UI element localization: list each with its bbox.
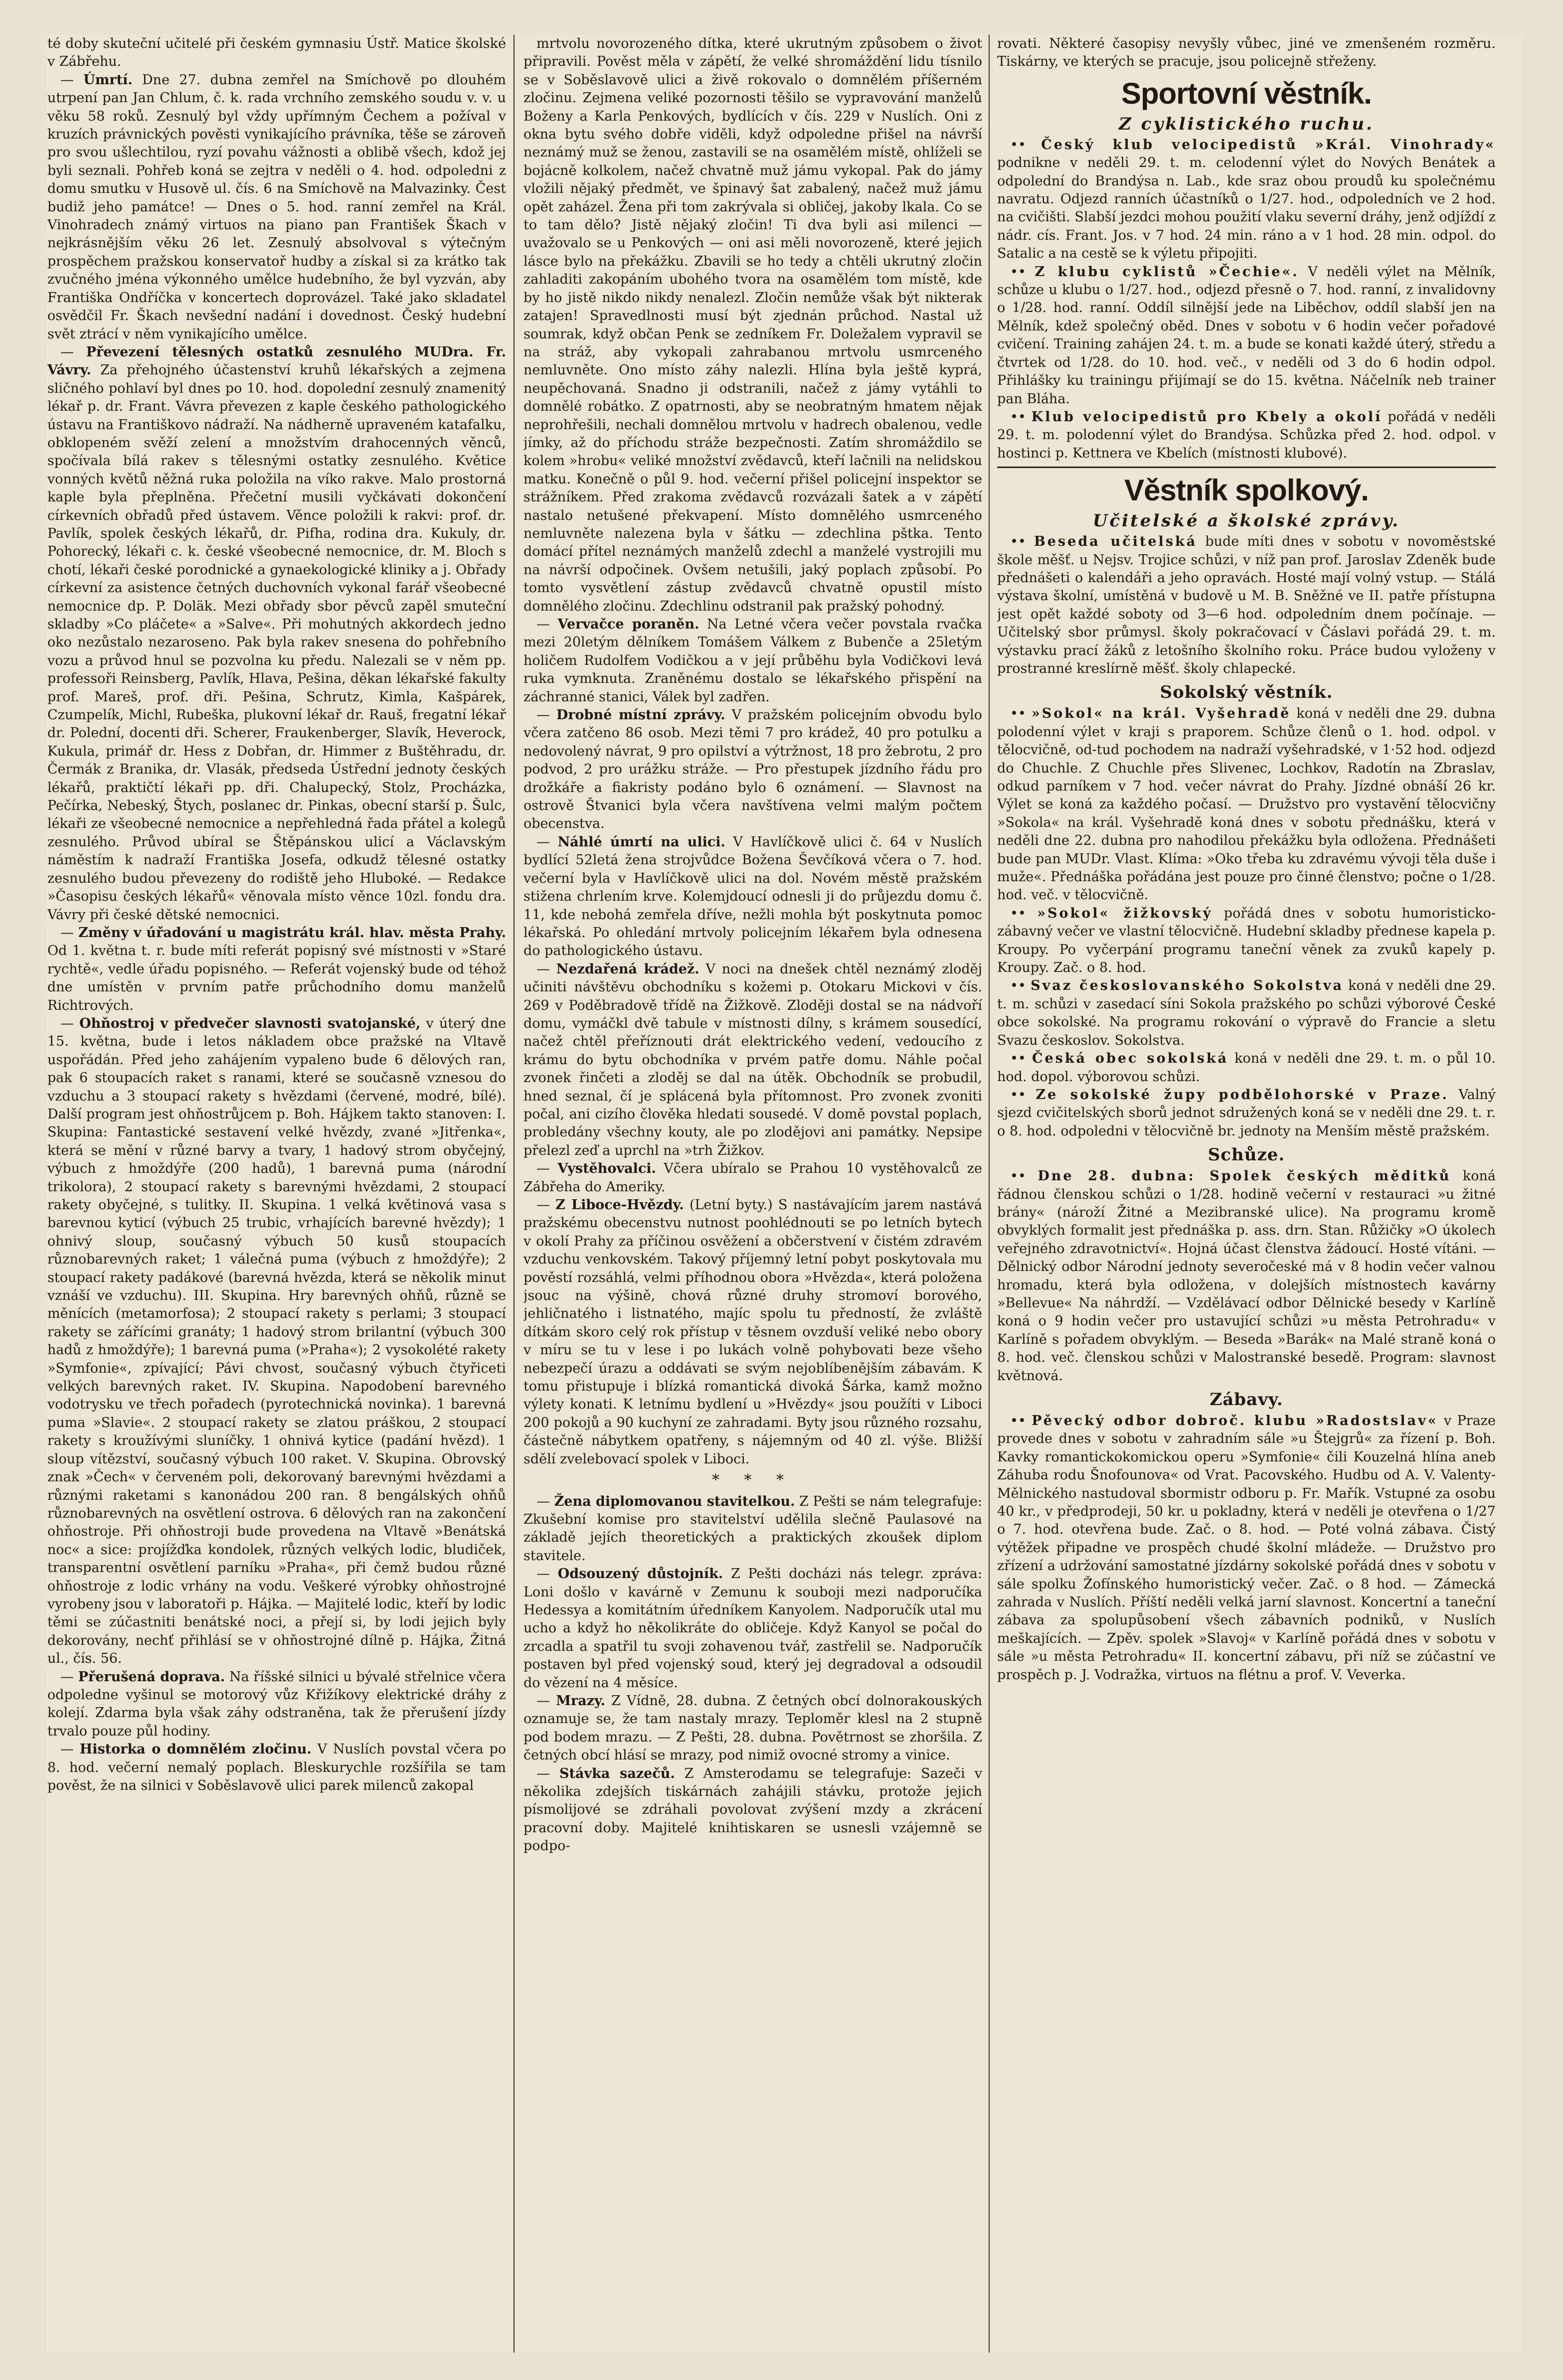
dash-marker: —: [60, 1742, 80, 1757]
section-heading: Sokolský věstník.: [1160, 682, 1333, 703]
notice-title: Česká obec sokolská: [1032, 1051, 1228, 1067]
article-headline: Vervačce poraněn.: [557, 617, 699, 632]
article-paragraph: [997, 136, 1496, 263]
article-paragraph: [523, 1565, 982, 1692]
article-paragraph: [523, 1160, 982, 1196]
bullet-marker: ••: [1010, 534, 1034, 550]
article-body: V noci na dnešek chtěl neznámý zloděj učiniti návštěvu obchodníku s kožemi p. Otokaru Mickovi v čís. 269 v Poděbradově třídě na Žižkově. Zloději dostal se na nádvoří domu, vymáčkl dvě tabule v místnosti dílny, s krámem sousedící, načež chtěl přeříznouti drát elektrického vedení, vedoucího z krámu do bytu obchodníka v prvém patře domu. Náhle počal zvonek řinčeti a zloděj se dal na útěk. Obchodník se probudil, hned seznal, čí je splácená byla přítomnost. Pro zvonek zvoniti počal, ani cizího člověka hledati sousedé. V domě povstal poplach, probledány všechny kouty, ale po zlodějovi ani památky. Nepsipe přelezl zeď a uprchl na »trh Žižkov.: [523, 961, 982, 1158]
article-paragraph: [997, 533, 1496, 678]
article-body: mrtvolu novorozeného dítka, které ukrutným způsobem o život připravili. Pověst měla v zápětí, že velké shromáždění lidu tísnilo se v Soběslavově ulici a živě rokovalo o domnělém příšerném zločinu. Zejmena veliké pozornosti těšilo se vypravování manželů Boženy a Karla Penkových, bydlících v čís. 229 v Nuslích. Oni z okna bytu svého dobře viděli, když odpoledne přišel na návrší neznámý muž se ženou, zastavili se na osamělém místě, ohlíželi se bojácně kolkolem, načež chvatně muž jámu vykopal. Pak do jámy vložili nějaký předmět, ve špinavý šat zabalený, načež muž jámu opět zaházel. Žena při tom zakrývala si obličej, jakoby lkala. Co se to tam dělo? Jistě nějaký zločin! Ti dva byli asi milenci — uvažovalo se u Penkových — oni asi měli novorozeně, které jejich lásce bylo na překážku. Zbavili se ho tedy a chtěli ukrutný zločin zahladiti zakopáním ubohého tvora na osamělém tom místě, kde by ho jistě nikdo nikdy nenalezl. Zločin nemůže však být nikterak zatajen! Spravedlnosti musí být zjednán průchod. Nastal už soumrak, když občan Penk se zedníkem Fr. Doležalem vypravil se na stráž, aby vykopali zahrabanou mrtvolu usmrceného nemluvněte. Ono místo záhy nalezli. Hlína byla ještě kyprá, neupěchovaná. Snadno ji odstranili, načež z jámy vytáhli to domnělé robátko. Z opatrnosti, aby se neobratným hmatem nějak neprohřešili, nechali domnělou mrtvolu v hadrech obalenou, vedle jímky, až do příchodu stráže bezpečnosti. Zatím shromáždilo se kolem »hrobu« veliké množství zvědavců, kteří lačnili na nelidskou matku. Konečně o půl 9. hod. večerní přišel policejní inspektor se strážníkem. Před zrakoma zvědavců rozvázali šatek a v zápětí nastalo netušené překvapení. Místo domnělého usmrceného nemluvněte nalezena byla v šátku — zdechlina pštka. Tento domácí přítel neznámých manželů zdechl a manželé vystrojili mu na návrší odpočinek. Ovšem netušili, jaký poplach způsobí. Po tomto vysvětlení zástup zvědavců chvatně opustil místo domnělého zločinu. Zdechlinu odstranil pak pražský pohodný.: [523, 36, 982, 614]
column-3: [997, 35, 1496, 2353]
article-paragraph: [997, 1412, 1496, 1684]
article-paragraph: [997, 35, 1496, 71]
article-headline: Přerušená doprava.: [78, 1669, 225, 1685]
bullet-marker: ••: [1010, 1168, 1038, 1184]
article-paragraph: [997, 408, 1496, 463]
article-paragraph: [523, 616, 982, 706]
article-body: Za přehojného účastenství kruhů lékařských a zejmena sličného pohlaví byl dnes po 10. hod. dopolední zesnulý znamenitý lékař p. dr. Frant. Vávra převezen z kaple českého pathologického ústavu na Františkovo nádraží. Na nádherně upraveném katafalku, obklopeném svěží zelení a množstvím drahocenných věnců, spočívala bílá rakev s tělesnými ostatky zesnulého. Květice vonných květů něžná ruka položila na víko rakve. Malo prostorná kaple byla přeplněna. Přečetní musili vyčkávati dokončení církevních obřadů před ústavem. Věnce položili k rakvi: prof. dr. Pavlík, spolek českých lékařů, dr. Pifha, rodina dra. Kukuly, dr. Pohorecký, lékaři c. k. české všeobecné nemocnice, dr. M. Bloch s chotí, lékaři české porodnické a gynaekologické kliniky a j. Obřady církevní za asistence četných duchovních vykonal farář všeobecné nemocnice dp. P. Doläk. Mezi obřady sbor pěvců zapěl smuteční skladby »Co pláčete« a »Salve«. Při mohutných akkordech jedno oko nezůstalo nezaroseno. Pak byla rakev snesena do pohřebního vozu a průvod hnul se pozvolna ku předu. Nalezali se v něm pp. professoři Reinsberg, Pavlík, Hlava, Pešina, děkan lékařské fakulty prof. Mareš, prof. dři. Pešina, Schrutz, Kimla, Kašpárek, Czumpelík, Michl, Rubeška, plukovní lékař dr. Rauš, fregatní lékař dr. Polední, docenti dři. Scherer, Fraukenberger, Slavík, Heverock, Kukula, primář dr. Hess z Dobřan, dr. Himmer z Buštěhradu, dr. Čermák z Branika, dr. Vlasák, předseda Ústřední jednoty českých lékařů, praktičtí lékaři pp. dři. Chalupecký, Stolz, Procházka, Pečírka, Nebeský, Štych, poslanec dr. Pinkas, obecní starší p. Šulc, lékaři ze všeobecné nemocnice a nepřehledná řada přátel a kolegů zesnulého. Průvod ubíral se Štěpánskou ulicí a Václavským náměstím k nadraží Františka Josefa, odkudž tělesné ostatky zesnulého budou převezeny do rodiště jeho Hluboké. — Redakce »Časopisu českých lékařů« věnovala místo věnce 10zl. fondu dra. Vávry při české dětské nemocnici.: [47, 362, 506, 923]
article-paragraph: [47, 71, 506, 343]
notice-title: Svaz českoslovanského Sokolstva: [1031, 978, 1344, 994]
article-paragraph: [523, 35, 982, 616]
article-body: Z Pešti docházi nás telegr. zpráva: Loni došlo v kavárně v Zemunu k souboji mezi nadporučíka Hedessya a komitátním úředníkem Kanyolem. Nadporučík utal mu ucho a když ho několikráte do obličeje. Když Kanyol se počal do zrcadla a spatřil tu svoji zohavenou tvář, zastřelil se. Nadporučík postaven byl před vojenský soud, který jej degradoval a odsoudil do vězení na 4 měsíce.: [523, 1566, 982, 1691]
article-headline: Mrazy.: [556, 1693, 606, 1709]
dash-marker: —: [60, 925, 79, 941]
dash-marker: —: [536, 1197, 556, 1213]
article-body: Dne 27. dubna zemřel na Smíchově po dlouhém utrpení pan Jan Chlum, č. k. rada vrchního zemského soudu v. v. u věku 58 roků. Zesnulý byl vždy upřímným Čechem a požíval v kruzích právnických pověsti vynikajícího právníka, těše se zároveň pro svou ušlechtilou, ryzí povahu vážnosti a oblibě všech, kdož jej byli seznali. Pohřeb koná se zejtra v neděli o 4. hod. odpoledni z domu smutku v Husově ul. čís. 6 na Smíchově na Malvazinky. Čest budiž jeho památce! — Dnes o 5. hod. ranní zemřel na Král. Vinohradech známý virtuos na piano pan František Škach v nejkrásnějším věku 26 let. Zesnulý absolvoval s výtečným prospěchem pražskou konservatoř hudby a získal si za krátko tak zvučného jména výkonného umělce hudebního, že byl vyzván, aby Františka Ondříčka v koncertech doprovázel. Také jako skladatel osvědčil Fr. Škach nevšední nadání i dovednost. Český hudební svět ztrácí v něm vynikajícího umělce.: [47, 72, 506, 342]
article-body: Od 1. května t. r. bude míti referát popisný své místnosti v »Staré rychtě«, vedle úřadu popisného. — Referát vojenský bude od téhož dne umístěn v prvním patře průchodního domu manželů Richtrových.: [47, 943, 506, 1013]
notice-title: Beseda učitelská: [1034, 534, 1198, 550]
article-paragraph: [47, 924, 506, 1015]
notice-title: Český klub velocipedistů »Král. Vinohrady«: [1041, 137, 1496, 153]
article-headline: Drobné místní zprávy.: [556, 707, 725, 723]
article-headline: Úmrtí.: [83, 72, 133, 88]
article-body: koná v neděli dne 29. t. m. schůzi v zasedací síni Sokola pražského po schůzi výborové České obce sokolské. Na programu rokování o výpravě do Francie a sletu Svazu českoslov. Sokolstva.: [997, 978, 1496, 1048]
article-paragraph: [523, 1692, 982, 1765]
article-body: koná řádnou členskou schůzi o 1/28. hodině večerní v restauraci »u žitné brány« (nároží Žitné a Mezibranské ulice). Na programu kromě obvyklých formalit jest přednáška p. ass. drn. Stan. Růžičky »O úkolech veřejného zdravotnictví«. Hojná účast členstva žádoucí. Hosté vítáni. — Dělnický odbor Národní jednoty severočeské má v 8 hodin večer valnou hromadu, která byla odložena, v dolejších místnostech kavárny »Bellevue« Na náhrdží. — Vzdělávací odbor Dělnické besedy v Karlíně koná o 9 hodin večer pro ustavující schůzi »u města Petrohradu« v Karlíně s pořadem obvyklým. — Beseda »Barák« na Malé straně koná o 8. hod. več. členskou schůzi v Malostranské besedě. Program: slavnost květnová.: [997, 1168, 1496, 1384]
dash-marker: —: [536, 707, 556, 723]
article-headline: Vystěhovalci.: [557, 1161, 656, 1177]
article-headline: Žena diplomovanou stavitelkou.: [554, 1493, 795, 1509]
article-paragraph: [997, 1167, 1496, 1385]
article-body: V Nuslích povstal včera po 8. hod. večerní nemalý poplach. Bleskurychle rozšířila se tam pověst, že na silnici v Soběslavově ulici parek milenců zakopal: [47, 1742, 506, 1793]
dash-marker: —: [536, 1161, 558, 1177]
article-headline: Náhlé úmrtí na ulici.: [557, 834, 725, 850]
notice-title: Dne 28. dubna: Spolek českých měditků: [1038, 1168, 1451, 1184]
article-body: Z Amsterodamu se telegrafuje: Sazeči v několika zdejších tiskárnách zahájili stávku, protože jejich písmolijové se zdráhali povolovat zvýšení mzdy a zkrácení pracovní doby. Majitelé knihtiskaren se usnesli vzájemně se podpo-: [523, 1765, 982, 1854]
article-paragraph: [997, 1050, 1496, 1086]
section-separator: * * *: [711, 1471, 794, 1489]
article-headline: Z Liboce-Hvězdy.: [555, 1197, 684, 1213]
article-headline: Nezdařená krádež.: [556, 961, 699, 977]
article-paragraph: [523, 1765, 982, 1856]
article-body: V Havlíčkově ulici č. 64 v Nuslích bydlící 52letá žena strojvůdce Božena Ševčíková včera o 7. hod. večerní byla v Havlíčkově ulici na dol. Novém městě pražském stižena chrlením krve. Kolemjdoucí odnesli ji do průjezdu domu č. 11, kde nebohá zemřela dříve, nežli mohla být poskytnuta pomoc lékařská. Po ohledání mrtvoly policejním lékařem byla odnesena do pathologického ústavu.: [523, 834, 982, 959]
article-headline: Historka o domnělém zločinu.: [79, 1742, 312, 1757]
article-headline: Ohňostroj v předvečer slavnosti svatojanské,: [79, 1015, 421, 1031]
dash-marker: —: [536, 961, 556, 977]
section-heading: Schůze.: [1208, 1145, 1285, 1165]
bullet-marker: ••: [1010, 905, 1038, 921]
newspaper-page: [47, 35, 1523, 2353]
dash-marker: —: [536, 1493, 554, 1509]
article-body: koná v neděli dne 29. t. m. o půl 10. hod. dopol. výborovou schůzi.: [997, 1051, 1496, 1085]
article-body: koná v neděli dne 29. dubna polodenní výlet v kraji s praporem. Schůze členů o 1. hod. odpol. v tělocvičně, od-tud pochodem na nadraží vyšehradské, v 1·52 hod. odjezd do Chuchle. Z Chuchle přes Slivenec, Lochkov, Radotín na Zbraslav, odkud parníkem v 7 hod. večer návrat do Prahy. Jízdné obnáší 26 kr. Výlet se koná za každého počasí. — Družstvo pro vystavění tělocvičny »Sokola« na král. Vyšehradě koná dnes v sobotu přednášku, která v neděli dne 22. dubna pro nahodilou překážku byla odložena. Přednášeti bude pan MUDr. Vlast. Klíma: »Oko třeba ku zdravému vývoji těla duše i muže«. Přednáška pořádána jest pouze pro činné členstvo; počne o 1/28. hod. več. v tělocvičně.: [997, 706, 1496, 903]
article-body: v Praze provede dnes v sobotu v zahradním sále »u Štejgrů« za řízení p. Boh. Kavky romantickokomickou operu »Symfonie« čili Kouzelná hlína aneb Záhuba rodu Šnofounova« od Vrat. Pacovského. Hudbu od A. V. Valenty-Mělnického nastudoval sbormistr odboru p. Fr. Mařík. Vstupné za osobu 40 kr., v předprodeji, 50 kr. u pokladny, která v neděli je otevřena o 1/27 o 7. hod. otevřena bude. Zač. o 8. hod. — Poté volná zábava. Čistý výtěžek připadne ve prospěch chudé školní mládeže. — Družstvo pro zřízení a udržování samostatné jízdárny sokolské pořádá dnes v sobotu v sále spolku Žofínského humoristický večer. Zač. o 8 hod. — Zámecká zahrada v Nuslích. Příští neděli velká jarní slavnost. Koncertní a taneční zábava za spolupůsobení všech zábavních podniků, v Nuslích meškajících. — Zpěv. spolek »Slavoj« v Karlíně pořádá dnes v sobotu v sále »u města Petrohradu« II. koncertní zábavu, při níž se zúčastní ve prospěch p. J. Vodražka, virtuos na flétnu a prof. V. Veverka.: [997, 1413, 1496, 1683]
article-body: bude míti dnes v sobotu v novoměstské škole měšť. u Nejsv. Trojice schůzi, v níž pan prof. Jaroslav Zdeněk bude přednášeti o kalendáři a jeho opravách. Hosté mají volný vstup. — Stálá výstava školní, umístěná v budově u M. B. Sněžné ve II. patře přístupna jest opět každé soboty od 3—6 hod. odpoledním dnem počínaje. — Učitelský sbor průmysl. školy pokračovací v Čáslavi pořádá 29. t. m. výstavku prací žáků z letošního školního roku. Práce budou vyloženy v prostranné kreslírně měšť. školy chlapecké.: [997, 534, 1496, 676]
article-body: Z Pešti se nám telegrafuje: Zkušební komise pro stavitelství udělila slečně Paulasové na základě jejích theoretických a praktických zkoušek diplom stavitele.: [523, 1493, 982, 1564]
article-paragraph: [523, 960, 982, 1160]
article-body: v úterý dne 15. května, bude i letos nákladem obce pražské na Vltavě uspořádán. Před jeho zahájením vypaleno bude 6 dělových ran, pak 6 stoupacích raket s ranami, které se současně vznesou do vzduchu a 3 stoupací rakety s hvězdami (červené, modré, bílé). Další program jest ohňostrůjcem p. Boh. Hájkem takto stanoven: I. Skupina: Fantastické sestavení velké hvězdy, zvané »Jitřenka«, která se mění v různé barvy a tvary, 1 hadový strom obyčejný, výbuch z hmoždýře (200 hadů), 1 barevná puma (národní trikolora), 2 stoupací rakety s barevnými hvězdami, 2 stoupací rakety obyčejné, s tulitky. II. Skupina. 1 velká květinová vasa s barevnou kyticí (výbuch 25 trubic, vrhajících barevné hvězdy); 1 ohnivý sloup, současný výbuch 50 kusů stoupacích různobarevných raket; 1 válečná puma (výbuch z hmoždýře); 2 stoupací rakety padákové (barevná hvězda, která se několik minut vznáší ve vzduchu). III. Skupina. Hry barevných ohňů, různě se měnících (metamorfosa); 2 stoupací rakety s perlami; 3 stoupací rakety se zářícími granáty; 1 hadový strom brilantní (výbuch 300 hadů z hmoždýře); 1 barevná puma (»Praha«); 2 vysokolété rakety »Symfonie«, zpívající; Pávi chvost, současný výbuch čtyřiceti velkých barevných raket. IV. Skupina. Napodobení barevného vodotrysku ve třech pořadech (pyrotechnická novinka). 1 barevná puma »Slavie«. 2 stoupací rakety se zlatou práškou, 2 stoupací rakety s kroužívými sluníčky. 1 ohnivá kytice (padání hvězd). 1 sloup vítězství, současný výbuch 100 raket. V. Skupina. Obrovský znak »Čech« v červeném poli, dekorovaný barevnými hvězdami a různými raketami s kanonádou 200 ran. 8 bengálských ohňů různobarevných na osvětlení ostrova. 6 dělových ran na zakončení ohňostroje. Při ohňostroji bude provedena na Vltavě »Benátská noc« a sice: projížďka kondolek, různých velkých lodic, bludiček, transparentní osvětlení parníku »Praha«, při čemž budou různé ohňostroje z lodic vrhány na vodu. Veškeré výrobky ohňostrojné vyrobeny jsou v laboratoři p. Hájka. — Majitelé lodic, kteří by lodic těmi se zúčastniti benátské noci, a přejí si, by lodi jejich byly dekorovány, nechť přihlásí se v ohňostrojné dílně p. Hájka, Žitná ul., čís. 56.: [47, 1015, 506, 1667]
subsection-heading: Učitelské a školské zprávy.: [1092, 511, 1400, 531]
horizontal-rule: [997, 467, 1496, 468]
article-headline: Změny v úřadování u magistrátu král. hlav. města Prahy.: [78, 925, 506, 941]
column-2: [523, 35, 982, 2353]
column-1: [47, 35, 506, 2353]
article-body: Z Vídně, 28. dubna. Z četných obcí dolnorakouských oznamuje se, že tam nastaly mrazy. Teploměr klesl na 2 stupně pod bodem mrazu. — Z Pešti, 28. dubna. Povětrnost se zhoršila. Z četných obcí hlásí se mrazy, pod nimiž ovocné stromy a vinice.: [523, 1693, 982, 1763]
bullet-marker: ••: [1010, 264, 1035, 280]
article-paragraph: [47, 35, 506, 71]
article-paragraph: [997, 977, 1496, 1050]
bullet-marker: ••: [1010, 1087, 1036, 1103]
dash-marker: —: [536, 1765, 559, 1781]
bullet-marker: ••: [1010, 137, 1042, 153]
notice-title: »Sokol« na král. Vyšehradě: [1031, 706, 1291, 722]
notice-title: Klub velocipedistů pro Kbely a okolí: [1031, 409, 1383, 425]
article-paragraph: [523, 1196, 982, 1468]
article-paragraph: [523, 833, 982, 960]
section-masthead: Věstník spolkový.: [1124, 474, 1369, 507]
article-headline: Odsouzený důstojník.: [557, 1566, 723, 1582]
bullet-marker: ••: [1010, 706, 1032, 722]
article-paragraph: [523, 1493, 982, 1566]
dash-marker: —: [536, 1693, 556, 1709]
dash-marker: —: [536, 617, 558, 632]
article-paragraph: [997, 1086, 1496, 1140]
notice-title: »Sokol« žižkovský: [1037, 905, 1213, 921]
article-paragraph: [997, 705, 1496, 904]
article-body: (Letní byty.) S nastávajícím jarem nastává pražskému obecenstvu nutnost poohlédnouti se po letních bytech v okolí Prahy za příčinou osvěžení a občerstvení v čistém zdravém vzduchu venkovském. Takový příjemný letní pobyt poskytovala mu pověstí rozsáhlá, velmi příhodnou obora »Hvězda«, která položena jsouc na výšině, chová různé druhy stromoví borového, jehličnatého i listnatého, majíc spolu tu předností, že zvláště dítkám skoro celý rok přístup v těsnem ovzduší veliké nebo obory v míru se tu v lese i po lukách volně pohybovati beze všeho nebezpečí úrazu a oddávati se svým nejoblíbenějším zábavám. K tomu přistupuje i blízká romantická divoká Šárka, kamž možno výlety konati. K letnímu bydlení u »Hvězdy« jsou použíti v Liboci 200 pokojů a 90 kuchyní ze zahradami. Byty jsou různého rozsahu, částečně nábytkem opatřeny, s nájemným od 40 zl. výše. Bližší sdělí zvelebovací spolek v Liboci.: [523, 1197, 982, 1467]
notice-title: Pěvecký odbor dobroč. klubu »Radostslav«: [1032, 1413, 1438, 1428]
dash-marker: —: [60, 1669, 78, 1685]
article-paragraph: [47, 1741, 506, 1795]
article-paragraph: [997, 905, 1496, 977]
article-body: podnikne v neděli 29. t. m. celodenní výlet do Nových Benátek a odpolední do Brandýsa n. Lab., kde sraz obou proudů ku společnému navratu. Odjezd ranních účastníků o 1/27. hod., odpoledních ve 2 hod. na cvičišti. Slabší jezdci mohou použití vlaku severní dráhy, jenž odjíždí z nádr. cís. Frant. Jos. v 7 hod. 24 min. ráno a v 1 hod. 28 min. odpol. do Satalic a na cestě se k výletu připojiti.: [997, 155, 1496, 262]
article-body: pořádá dnes v sobotu humoristicko-zábavný večer ve vlastní tělocvičně. Hudební skladby přednese kapela p. Kroupy. Po vyčerpání programu taneční věnek za zvuků kapely p. Kroupy. Zač. o 8. hod.: [997, 905, 1496, 976]
article-body: Na říšské silnici u bývalé střelnice včera odpoledne vyšinul se motorový vůz Křižíkovy elektrické dráhy z kolejí. Zdarma byla však záhy odstraněna, tak že přerušení jízdy trvalo pouze půl hodiny.: [47, 1669, 506, 1739]
article-body: té doby skuteční učitelé při českém gymnasiu Ústř. Matice školské v Zábřehu.: [47, 36, 506, 70]
section-heading: Zábavy.: [1210, 1390, 1283, 1410]
article-body: pořádá v neděli 29. t. m. polodenní výlet do Brandýsa. Schůzka před 2. hod. odpol. v hostinci p. Kettnera ve Kbelích (místnosti klubové).: [997, 409, 1496, 461]
bullet-marker: ••: [1010, 1051, 1032, 1067]
article-body: Na Letné včera večer povstala rvačka mezi 20letým dělníkem Tomášem Válkem z Bubenče a 25letým holičem Rudolfem Vodičkou a v její průběhu byla Vodičkovi levá ruka vymknuta. Zraněnému dostalo se lékařského přispění na záchranné stanici, Válek byl zadřen.: [523, 617, 982, 705]
article-paragraph: [47, 343, 506, 924]
subsection-heading: Z cyklistického ruchu.: [1118, 114, 1374, 134]
bullet-marker: ••: [1010, 978, 1031, 994]
article-body: V pražském policejním obvodu bylo včera zatčeno 86 osob. Mezi těmi 7 pro krádež, 40 pro potulku a nedovolený návrat, 9 pro opilství a výtržnost, 18 pro žebrotu, 2 pro podvod, 2 pro urážku stráže. — Pro přestupek jízdního řádu pro drožkáře a fiakristy podáno bylo 6 oznámení. — Slavnost na ostrově Štvanici byla včera navštívena velmi malým počtem obecenstva.: [523, 707, 982, 832]
article-paragraph: [47, 1668, 506, 1741]
bullet-marker: ••: [1010, 1413, 1032, 1428]
article-body: rovati. Některé časopisy nevyšly vůbec, jiné ve zmenšeném rozměru. Tiskárny, ve kterých se pracuje, jsou policejně střeženy.: [997, 36, 1496, 70]
notice-title: Ze sokolské župy podbělohorské v Praze.: [1036, 1087, 1449, 1103]
article-paragraph: [47, 1015, 506, 1668]
dash-marker: —: [60, 1015, 80, 1031]
article-body: V neděli výlet na Mělník, schůze u klubu o 1/27. hod., odjezd přesně o 7. hod. ranní, z invalidovny o 1/28. hod. ranní. Oddíl silnější jede na Liběchov, oddíl slabší jen na Mělník, kdež společný oběd. Dnes v sobotu v 6 hodin večer pořadové cvičení. Training zahájen 24. t. m. a bude se konati každé úterý, středu a čtvrtek od 1/28. do 10. hod. več., v neděli od 3 do 6 hodin odpol. Přihlášky ku trainingu přijímají se do 15. května. Náčelník neb trainer pan Bláha.: [997, 264, 1496, 407]
dash-marker: —: [60, 344, 86, 360]
notice-title: Z klubu cyklistů »Čechie«.: [1035, 264, 1299, 280]
dash-marker: —: [536, 1566, 558, 1582]
section-masthead: Sportovní věstník.: [1121, 76, 1372, 110]
bullet-marker: ••: [1010, 409, 1032, 425]
article-body: Valný sjezd cvičitelských sborů jednot sdružených koná se v neděli dne 29. t. r. o 8. hod. odpoledni v tělocvičně br. jednoty na Menším městě pražském.: [997, 1087, 1496, 1139]
article-paragraph: [523, 706, 982, 833]
dash-marker: —: [536, 834, 558, 850]
column-divider: [989, 35, 990, 2353]
article-body: Včera ubíralo se Prahou 10 vystěhovalců ze Zábřeha do Ameriky.: [523, 1161, 982, 1195]
column-divider: [514, 35, 515, 2353]
article-headline: Převezení tělesných ostatků zesnulého MUDra. Fr. Vávry.: [47, 344, 506, 378]
article-paragraph: [997, 263, 1496, 408]
dash-marker: —: [60, 72, 84, 88]
article-headline: Stávka sazečů.: [559, 1765, 675, 1781]
